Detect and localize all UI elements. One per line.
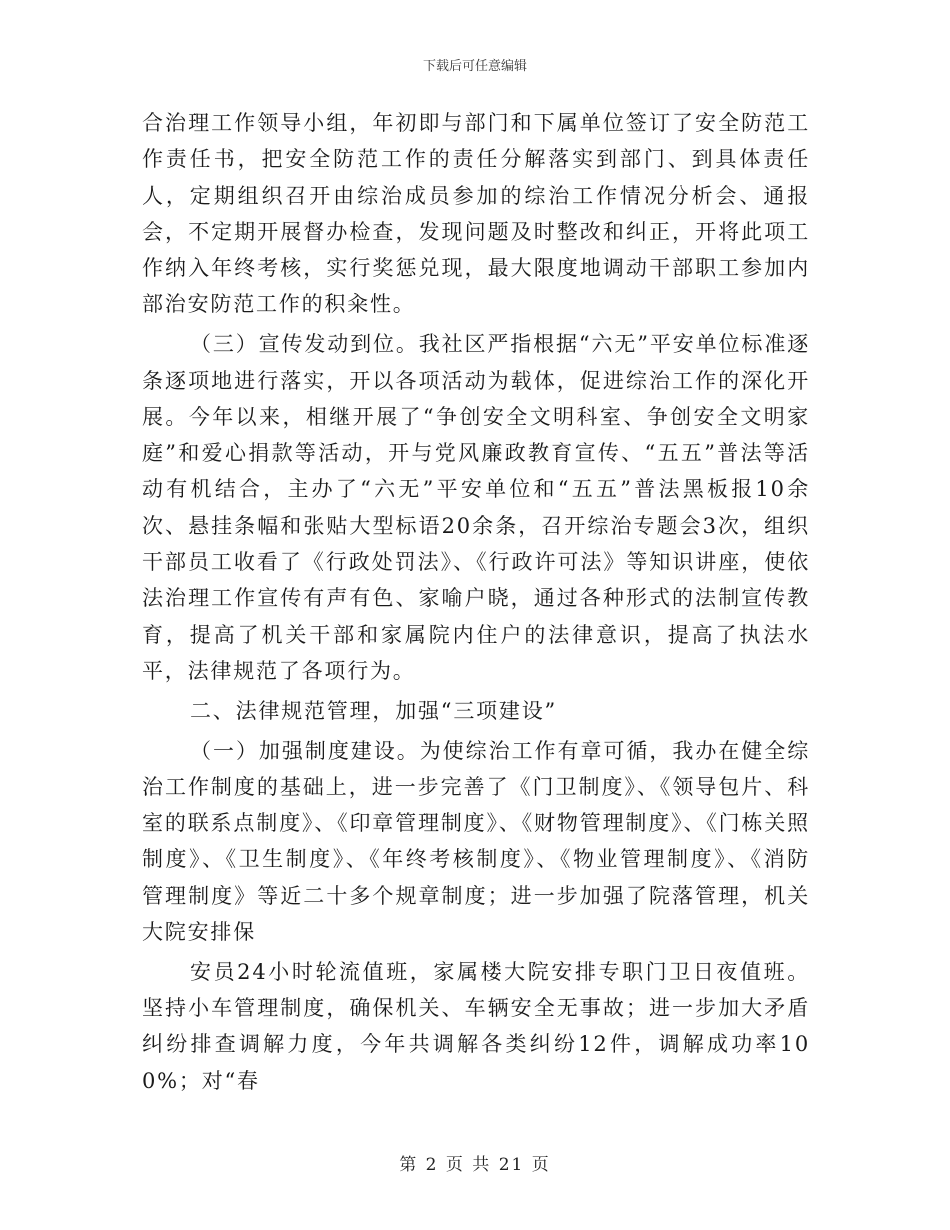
page-header: 下载后可任意编辑 [422,59,527,74]
paragraph: （一）加强制度建设。为使综治工作有章可循，我办在健全综治工作制度的基础上，进一步完善了《门卫制度》、《领导包片、科室的联系点制度》、《印章管理制度》、《财物管理制度》、《门栋关照制度》、《卫生制度》、《年终考核制度》、《物业管理制度》、《消防管理制度》等近二十多个规章制度；进一步加强了院落管理，机关大院安排保 [142,738,810,945]
page-number-footer: 第 2 页 共 21 页 [399,1155,551,1175]
paragraph: 合治理工作领导小组，年初即与部门和下属单位签订了安全防范工作责任书，把安全防范工作的责任分解落实到部门、到具体责任人，定期组织召开由综治成员参加的综治工作情况分析会、通报会，不定期开展督办检查，发现问题及时整改和纠正，开将此项工作纳入年终考核，实行奖惩兑现，最大限度地调动干部职工参加内部治安防范工作的积籴性。 [142,111,810,317]
document-body [142,105,810,1099]
paragraph: 安员24小时轮流值班，家属楼大院安排专职门卫日夜值班。坚持小车管理制度，确保机关、车辆安全无事故；进一步加大矛盾纠纷排查调解力度，今年共调解各类纠纷12件，调解成功率100%；对“春 [142,959,810,1093]
paragraph: （三）宣传发动到位。我社区严指根据“六无”平安单位标准逐条逐项地进行落实，开以各项活动为载体，促进综治工作的深化开展。今年以来，相继开展了“争创安全文明科室、争创安全文明家庭”和爱心捐款等活动，开与党风廉政教育宣传、“五五”普法等活动有机结合，主办了“六无”平安单位和“五五”普法黑板报10余次、悬挂条幅和张贴大型标语20余条，召开综治专题会3次，组织干部员工收看了《行政处罚法》、《行政许可法》等知识讲座，使依法治理工作宣传有声有色、家喻户晓，通过各种形式的法制宣传教育，提高了机关干部和家属院内住户的法律意识，提高了执法水平，法律规范了各项行为。 [142,332,810,683]
section-heading: 二、法律规范管理，加强“三项建设” [190,698,558,723]
